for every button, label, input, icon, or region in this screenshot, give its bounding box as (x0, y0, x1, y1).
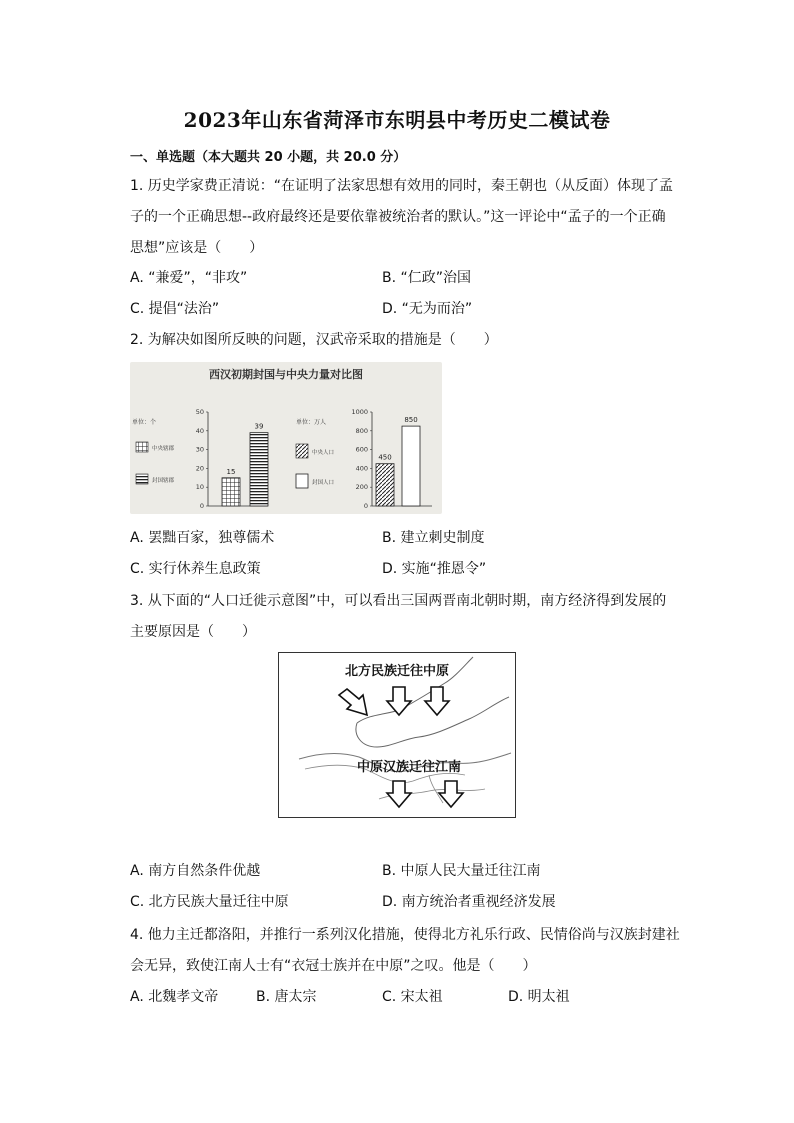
right-unit-label: 单位：万人 (296, 419, 327, 426)
comparison-chart-figure (130, 362, 442, 514)
bar-value-label: 450 (378, 453, 392, 462)
q2-line-1: 2. 为解决如图所反映的问题，汉武帝采取的措施是（ ） (130, 332, 498, 348)
legend-swatch-central-commanderies (136, 442, 148, 452)
q3-line-2: 主要原因是（ ） (130, 624, 256, 640)
chart-right-group (296, 408, 432, 510)
q2-option-b: B. 建立刺史制度 (382, 530, 485, 546)
bar (402, 426, 420, 506)
q2-option-a: A. 罢黜百家，独尊儒术 (130, 530, 275, 546)
q3-option-a: A. 南方自然条件优越 (130, 863, 261, 879)
q4-option-d: D. 明太祖 (508, 989, 570, 1005)
left-unit-label: 单位：个 (132, 419, 157, 426)
legend-label-central-commanderies: 中央辖郡 (152, 446, 175, 452)
y-tick-label: 0 (199, 502, 204, 510)
y-tick-label: 600 (355, 445, 368, 454)
legend-label-fief-population: 封国人口 (312, 480, 335, 486)
q1-option-d: D. “无为而治” (382, 301, 473, 317)
q1-option-b: B. “仁政”治国 (382, 270, 472, 286)
comparison-chart (130, 362, 442, 514)
bar-value-label: 850 (404, 416, 418, 425)
q2-option-d: D. 实施“推恩令” (382, 561, 487, 577)
map-label-north: 北方民族迁往中原 (344, 664, 450, 679)
q3-option-c: C. 北方民族大量迁往中原 (130, 894, 289, 910)
migration-map (279, 653, 515, 817)
arrow-south-1-icon (387, 781, 411, 807)
legend-label-central-population: 中央人口 (312, 450, 335, 456)
legend-swatch-central-population (296, 444, 308, 458)
q4-line-1: 4. 他力主迁都洛阳，并推行一系列汉化措施，使得北方礼乐行政、民情俗尚与汉族封建社 (130, 927, 680, 943)
y-tick-label: 1000 (351, 408, 368, 416)
q4-option-b: B. 唐太宗 (256, 989, 317, 1005)
bar-value-label: 39 (254, 422, 264, 431)
chart-left-group (132, 408, 268, 510)
y-tick-label: 40 (195, 426, 204, 435)
map-label-south: 中原汉族迁往江南 (356, 760, 462, 775)
bar (222, 478, 240, 506)
q3-line-1: 3. 从下面的“人口迁徙示意图”中，可以看出三国两晋南北朝时期，南方经济得到发展的 (130, 593, 667, 609)
bar-value-label: 15 (226, 467, 236, 476)
arrow-north-3-icon (425, 687, 449, 715)
migration-map-figure (278, 652, 516, 818)
q1-option-c: C. 提倡“法治” (130, 301, 220, 317)
legend-swatch-fief-commanderies (136, 474, 148, 484)
arrow-north-1-icon (339, 689, 367, 715)
q1-option-a: A. “兼爱”，“非攻” (130, 270, 248, 286)
q4-option-c: C. 宋太祖 (382, 989, 443, 1005)
legend-label-fief-commanderies: 封国辖郡 (152, 478, 175, 484)
chart-title: 西汉初期封国与中央力量对比图 (209, 368, 363, 381)
section-heading: 一、单选题（本大题共 20 小题，共 20.0 分） (130, 150, 407, 165)
y-tick-label: 10 (195, 483, 204, 492)
q3-option-b: B. 中原人民大量迁往江南 (382, 863, 541, 879)
q1-line-2: 子的一个正确思想--政府最终还是要依靠被统治者的默认。”这一评论中“孟子的一个正确 (130, 209, 666, 225)
legend-swatch-fief-population (296, 474, 308, 488)
bar (250, 433, 268, 506)
arrow-north-2-icon (387, 687, 411, 715)
bar (376, 464, 394, 506)
q4-line-2: 会无异，致使江南人士有“衣冠士族并在中原”之叹。他是（ ） (130, 958, 537, 974)
q2-option-c: C. 实行休养生息政策 (130, 561, 261, 577)
q4-option-a: A. 北魏孝文帝 (130, 989, 219, 1005)
q1-line-3: 思想”应该是（ ） (130, 240, 264, 256)
y-tick-label: 0 (363, 502, 368, 510)
y-tick-label: 200 (355, 483, 368, 492)
q1-line-1: 1. 历史学家费正清说：“在证明了法家思想有效用的同时，秦王朝也（从反面）体现了孟 (130, 178, 674, 194)
y-tick-label: 400 (355, 464, 368, 473)
map-river-branch (429, 775, 443, 803)
y-tick-label: 20 (195, 464, 204, 473)
q3-option-d: D. 南方统治者重视经济发展 (382, 894, 556, 910)
y-tick-label: 30 (195, 445, 204, 454)
y-tick-label: 800 (355, 426, 368, 435)
page-title: 2023年山东省菏泽市东明县中考历史二模试卷 (183, 108, 611, 132)
y-tick-label: 50 (195, 408, 204, 416)
